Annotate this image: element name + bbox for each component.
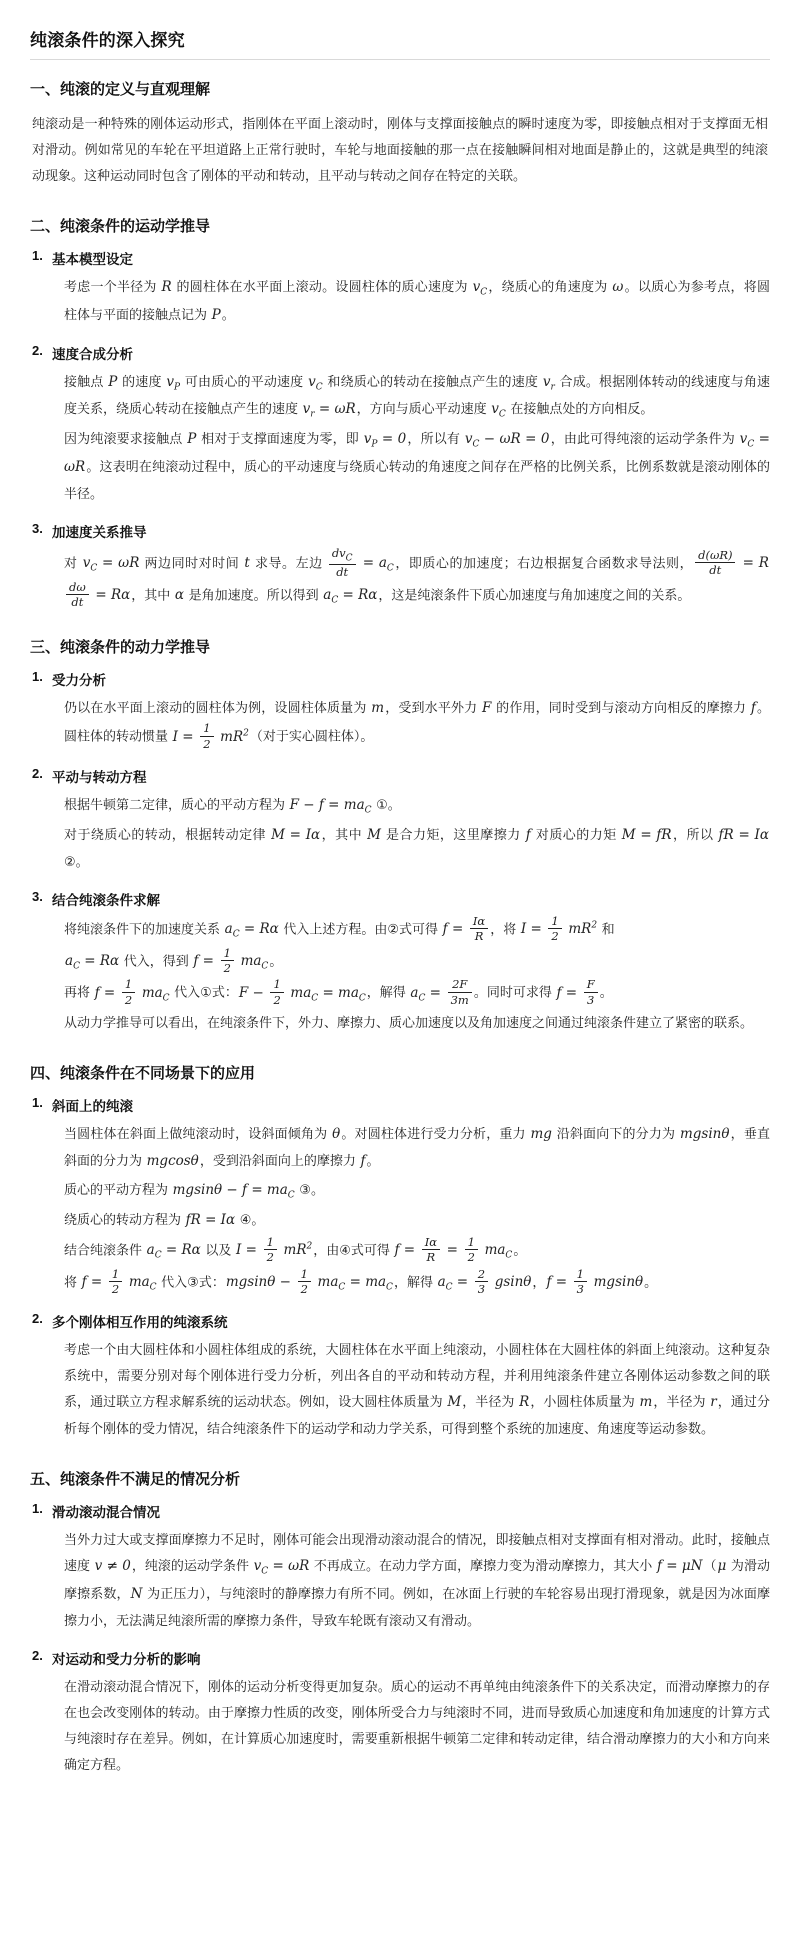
item-line: 因为纯滚要求接触点 P 相对于支撑面速度为零，即 $v_P = 0$，所以有 $v_C - \omega R = 0$，由此可得纯滚的运动学条件为 $v_C = \omega R$。这表明在纯滚动过程中，质心的平动速度与绕质心转动的角速度之间存在严格的比例关系，比例系数就是滚动刚体的半径。 bbox=[64, 431, 770, 501]
section-heading-4: 四、纯滚条件在不同场景下的应用 bbox=[30, 1065, 256, 1083]
item-line: 根据牛顿第二定律，质心的平动方程为 $F - f = ma_C$ ①。 bbox=[64, 797, 401, 816]
item-title: 多个刚体相互作用的纯滚系统 bbox=[52, 1315, 228, 1331]
item-line: 考虑一个由大圆柱体和小圆柱体组成的系统，大圆柱体在水平面上纯滚动，小圆柱体在大圆柱体的斜面上纯滚动。这种复杂系统中，需要分别对每个刚体进行受力分析，列出各自的平动和转动方程，并利用纯滚条件建立各刚体运动参数之间的联系，通过联立方程求解系统的运动状态。例如，设大圆柱体质量为 M，半径为 R，小圆柱体质量为 m，半径为 r，通过分析每个刚体的受力情况，结合纯滚条件下的运动学和动力学关系，可得到整个系统的加速度、角速度等运动参数。 bbox=[64, 1342, 770, 1437]
section-heading-3: 三、纯滚条件的动力学推导 bbox=[30, 639, 211, 657]
page-title: 纯滚条件的深入探究 bbox=[30, 31, 185, 50]
item-body bbox=[52, 547, 770, 611]
title-divider bbox=[30, 59, 770, 60]
item-line: 绕质心的转动方程为 fR = Iα ④。 bbox=[64, 1211, 265, 1228]
item-title: 速度合成分析 bbox=[52, 346, 133, 362]
item-line: 当外力过大或支撑面摩擦力不足时，刚体可能会出现滑动滚动混合的情况，即接触点相对支撑面有相对滑动。此时，接触点速度 v ≠ 0，纯滚的运动学条件 $v_C = \omega R$ 不再成立。在动力学方面，摩擦力变为滑动摩擦力，其大小 f = μN（μ 为滑动摩擦系数，N 为正压力），与纯滚时的静摩擦力有所不同。例如，在冰面上行驶的车轮容易出现打滑现象，就是因为冰面摩擦力小，无法满足纯滚所需的摩擦力条件，导致车轮既有滚动又有滑动。 bbox=[64, 1532, 770, 1628]
list-item bbox=[30, 889, 770, 1036]
list-item bbox=[30, 343, 770, 507]
section-2-list bbox=[30, 248, 770, 610]
item-body bbox=[52, 274, 770, 329]
item-line: 结合纯滚条件 $a_C = R\alpha$ 以及 I = $\frac{1}{2}$ $mR^2$，由④式可得 f = $\frac{I\alpha}{R}$ = $\frac{1}{2}$ $ma_C$。 bbox=[64, 1234, 527, 1265]
list-item bbox=[30, 766, 770, 875]
item-title: 滑动滚动混合情况 bbox=[52, 1505, 160, 1521]
section-1-paragraph: 纯滚动是一种特殊的刚体运动形式，指刚体在平面上滚动时，刚体与支撑面接触点的瞬时速度为零，即接触点相对于支撑面无相对滑动。例如常见的车轮在平坦道路上正常行驶时，车轮与地面接触的那一点在接触瞬间相对地面是静止的，这就是典型的纯滚动现象。这种运动同时包含了刚体的平动和转动，且平动与转动之间存在特定的关联。 bbox=[32, 116, 768, 183]
item-line: 在滑动滚动混合情况下，刚体的运动分析变得更加复杂。质心的运动不再单纯由纯滚条件下的关系决定，而滑动摩擦力的存在也会改变刚体的转动。由于摩擦力性质的改变，刚体所受合力与纯滚时不同，进而导致质心加速度和角加速度的计算方式与纯滚时存在差异。例如，在计算质心加速度时，需要重新根据牛顿第二定律和转动定律，结合滑动摩擦力的大小和方向来确定方程。 bbox=[64, 1678, 770, 1772]
item-body bbox=[52, 915, 770, 1036]
section-heading-2: 二、纯滚条件的运动学推导 bbox=[30, 218, 211, 235]
item-title: 对运动和受力分析的影响 bbox=[52, 1651, 201, 1667]
list-item bbox=[30, 1501, 770, 1634]
list-item bbox=[30, 1311, 770, 1442]
item-line: 考虑一个半径为 R 的圆柱体在水平面上滚动。设圆柱体的质心速度为 $v_C$，绕质心的角速度为 ω。以质心为参考点，将圆柱体与平面的接触点记为 P。 bbox=[64, 279, 770, 323]
item-line: 将纯滚条件下的加速度关系 $a_C = R\alpha$ 代入上述方程。由②式可得 f = $\frac{I\alpha}{R}$ ，将 I = $\frac{1}{2}$ $mR^2$ 和 bbox=[64, 913, 615, 944]
item-body bbox=[52, 792, 770, 875]
list-item bbox=[30, 669, 770, 752]
item-body bbox=[52, 695, 770, 752]
item-line: 仍以在水平面上滚动的圆柱体为例，设圆柱体质量为 m，受到水平外力 F 的作用，同时受到与滚动方向相反的摩擦力 f。圆柱体的转动惯量 I = $\frac{1}{2}$ $mR^2$（对于实心圆柱体）。 bbox=[64, 700, 770, 751]
item-title: 受力分析 bbox=[52, 673, 106, 689]
item-title: 结合纯滚条件求解 bbox=[52, 892, 160, 908]
section-5-list bbox=[30, 1501, 770, 1778]
item-title: 加速度关系推导 bbox=[52, 524, 147, 540]
item-line: 将 f = $\frac{1}{2}$ $ma_C$ 代入③式：mgsinθ − $\frac{1}{2}$ $ma_C = ma_C$，解得 $a_C$ = $\frac{2}{3}$ gsinθ，f = $\frac{1}{3}$ mgsinθ。 bbox=[64, 1266, 658, 1296]
item-body bbox=[52, 1674, 770, 1778]
item-line: 对于绕质心的转动，根据转动定律 M = Iα，其中 M 是合力矩，这里摩擦力 f 对质心的力矩 M = fR，所以 fR = Iα ②。 bbox=[64, 826, 769, 869]
section-3-list bbox=[30, 669, 770, 1036]
list-item bbox=[30, 521, 770, 611]
section-heading-5: 五、纯滚条件不满足的情况分析 bbox=[30, 1471, 241, 1489]
item-body bbox=[52, 1121, 770, 1297]
list-item bbox=[30, 248, 770, 329]
list-item bbox=[30, 1648, 770, 1778]
item-title: 基本模型设定 bbox=[52, 252, 133, 267]
list-item bbox=[30, 1095, 770, 1297]
item-title: 斜面上的纯滚 bbox=[52, 1099, 133, 1115]
item-line: 质心的平动方程为 $mgsin\theta - f = ma_C$ ③。 bbox=[64, 1182, 324, 1201]
item-body bbox=[52, 1527, 770, 1634]
item-line: 对 $v_C = \omega R$ 两边同时对时间 t 求导。左边 $\frac{dv_C}{dt}$ = $a_C$，即质心的加速度；右边根据复合函数求导法则， $\frac{d(\omega R)}{dt}$ = R $\frac{d\omega}{dt}$ = Rα，其中 α 是角加速度。所以得到 $a_C = R\alpha$，这是纯滚条件下质心加速度与角加速度之间的关系。 bbox=[64, 545, 769, 610]
section-4-list bbox=[30, 1095, 770, 1442]
item-line: $a_C = R\alpha$ 代入，得到 f = $\frac{1}{2}$ $ma_C$。 bbox=[65, 945, 283, 975]
item-line: 接触点 P 的速度 $v_P$ 可由质心的平动速度 $v_C$ 和绕质心的转动在接触点产生的速度 $v_r$ 合成。根据刚体转动的线速度与角速度关系，绕质心转动在接触点产生的速度 $v_r = \omega R$，方向与质心平动速度 $v_C$ 在接触点处的方向相反。 bbox=[64, 373, 770, 421]
section-heading-1: 一、纯滚的定义与直观理解 bbox=[30, 81, 211, 98]
item-line: 从动力学推导可以看出，在纯滚条件下，外力、摩擦力、质心加速度以及角加速度之间通过纯滚条件建立了紧密的联系。 bbox=[64, 1015, 754, 1031]
item-body bbox=[52, 369, 770, 507]
item-line: 再将 f = $\frac{1}{2}$ $ma_C$ 代入①式：F − $\frac{1}{2}$ $ma_C = ma_C$，解得 $a_C$ = $\frac{2F}{3m}$ 。同时可求得 f = $\frac{F}{3}$ 。 bbox=[64, 977, 613, 1007]
item-line: 当圆柱体在斜面上做纯滚动时，设斜面倾角为 θ。对圆柱体进行受力分析，重力 mg 沿斜面向下的分力为 mgsinθ，垂直斜面的分力为 mgcosθ，受到沿斜面向上的摩擦力 f。 bbox=[64, 1126, 770, 1170]
item-body bbox=[52, 1337, 770, 1442]
item-title: 平动与转动方程 bbox=[52, 770, 147, 786]
